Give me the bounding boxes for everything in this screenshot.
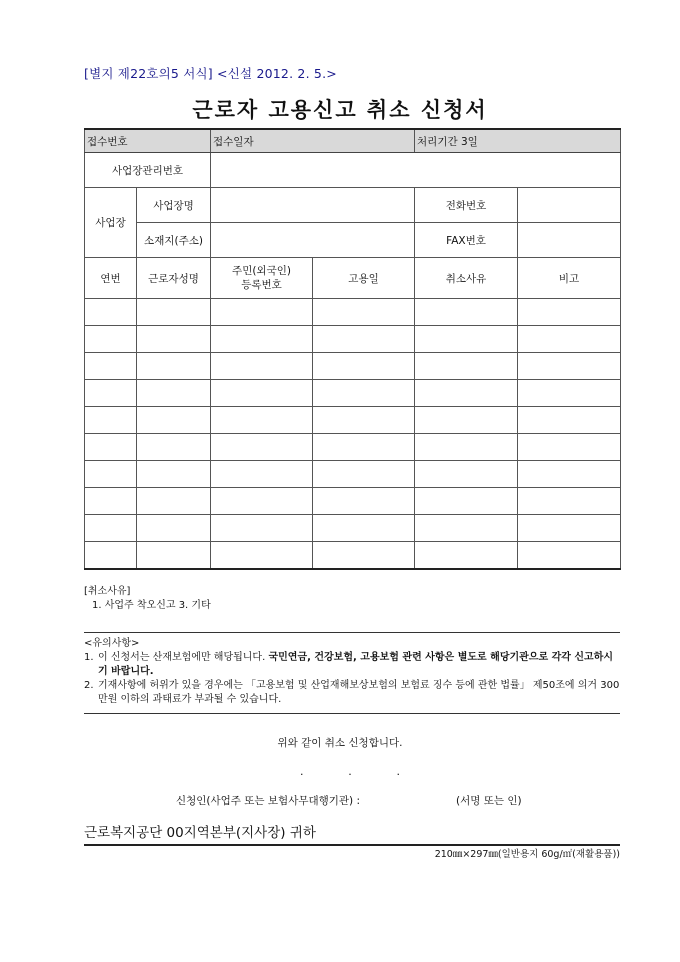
worker-table-header [85, 258, 621, 299]
processing-period-label: 처리기간 3일 [415, 129, 621, 153]
workplace-name-label: 사업장명 [137, 188, 211, 223]
worker-row [85, 461, 621, 488]
worker-row-resident-number-cell[interactable] [211, 380, 313, 407]
workplace-mgmt-number-field[interactable] [211, 153, 621, 188]
worker-row [85, 515, 621, 542]
worker-row-worker-name-cell[interactable] [137, 461, 211, 488]
phone-label: 전화번호 [415, 188, 518, 223]
worker-row-remarks-cell[interactable] [518, 353, 621, 380]
worker-row-hire-date-cell[interactable] [313, 461, 415, 488]
worker-row-resident-number-cell[interactable] [211, 407, 313, 434]
worker-row [85, 407, 621, 434]
worker-row-remarks-cell[interactable] [518, 299, 621, 326]
document-title: 근로자 고용신고 취소 신청서 [192, 98, 488, 122]
worker-row-seq-cell[interactable] [85, 407, 137, 434]
note-1-text-a: 이 신청서는 산재보험에만 해당됩니다. [98, 652, 266, 663]
worker-row-resident-number-cell[interactable] [211, 515, 313, 542]
notes-heading: <유의사항> [84, 638, 140, 649]
workplace-name-field[interactable] [211, 188, 415, 223]
worker-row-worker-name-cell[interactable] [137, 434, 211, 461]
addressee: 근로복지공단 00지역본부(지사장) 귀하 [84, 821, 620, 846]
workplace-mgmt-number-label: 사업장관리번호 [85, 153, 211, 188]
worker-row-resident-number-cell[interactable] [211, 299, 313, 326]
col-resident-number-line1: 주민(외국인) [232, 265, 291, 277]
worker-row [85, 353, 621, 380]
worker-row-remarks-cell[interactable] [518, 461, 621, 488]
col-seq: 연번 [85, 258, 137, 299]
workplace-address-row [85, 223, 621, 258]
cancel-reasons-section [84, 585, 620, 613]
receipt-number-label: 접수번호 [85, 129, 211, 153]
note-2 [84, 679, 620, 707]
address-label: 소재지(주소) [137, 223, 211, 258]
worker-row-worker-name-cell[interactable] [137, 515, 211, 542]
worker-row-worker-name-cell[interactable] [137, 353, 211, 380]
worker-row-hire-date-cell[interactable] [313, 407, 415, 434]
worker-row-hire-date-cell[interactable] [313, 488, 415, 515]
worker-row-hire-date-cell[interactable] [313, 299, 415, 326]
worker-row-cancel-reason-cell[interactable] [415, 461, 518, 488]
note-2-text: 기재사항에 허위가 있을 경우에는 「고용보험 및 산업재해보상보험의 보험료 징수 등에 관한 법률」 제50조에 의거 300만원 이하의 과태료가 부과될 수 있습니다. [98, 680, 620, 705]
worker-row [85, 434, 621, 461]
worker-row-resident-number-cell[interactable] [211, 326, 313, 353]
worker-row-worker-name-cell[interactable] [137, 326, 211, 353]
worker-row-seq-cell[interactable] [85, 353, 137, 380]
worker-row-hire-date-cell[interactable] [313, 542, 415, 570]
worker-row-remarks-cell[interactable] [518, 407, 621, 434]
worker-row-worker-name-cell[interactable] [137, 299, 211, 326]
request-statement: 위와 같이 취소 신청합니다. [277, 737, 403, 749]
worker-row [85, 299, 621, 326]
worker-row-remarks-cell[interactable] [518, 326, 621, 353]
worker-row-resident-number-cell[interactable] [211, 461, 313, 488]
worker-row-worker-name-cell[interactable] [137, 380, 211, 407]
worker-row-hire-date-cell[interactable] [313, 353, 415, 380]
notes-section [84, 632, 620, 714]
col-remarks: 비고 [518, 258, 621, 299]
worker-row-hire-date-cell[interactable] [313, 380, 415, 407]
col-worker-name: 근로자성명 [137, 258, 211, 299]
worker-row-seq-cell[interactable] [85, 380, 137, 407]
note-1-text [98, 651, 620, 679]
cancel-reasons-heading: [취소사유] [84, 586, 131, 597]
col-resident-number-line2: 등록번호 [241, 279, 282, 291]
note-1-text-bold: 국민연금, 건강보험, 고용보험 관련 사항은 별도로 해당기관으로 각각 신고하시기 바랍니다. [98, 652, 614, 677]
worker-row-seq-cell[interactable] [85, 326, 137, 353]
worker-row-cancel-reason-cell[interactable] [415, 407, 518, 434]
worker-row-remarks-cell[interactable] [518, 434, 621, 461]
worker-row-seq-cell[interactable] [85, 542, 137, 570]
worker-row-remarks-cell[interactable] [518, 542, 621, 570]
receipt-row [85, 129, 621, 153]
worker-row-remarks-cell[interactable] [518, 488, 621, 515]
worker-row-worker-name-cell[interactable] [137, 542, 211, 570]
col-hire-date: 고용일 [313, 258, 415, 299]
worker-row-resident-number-cell[interactable] [211, 542, 313, 570]
worker-row-resident-number-cell[interactable] [211, 353, 313, 380]
worker-row-cancel-reason-cell[interactable] [415, 380, 518, 407]
fax-field[interactable] [518, 223, 621, 258]
workplace-group-label: 사업장 [85, 188, 137, 258]
worker-row-cancel-reason-cell[interactable] [415, 434, 518, 461]
col-resident-number [211, 258, 313, 299]
form-reference: [별지 제22호의5 서식] <신설 2012. 2. 5.> [84, 66, 337, 81]
workplace-name-row [85, 188, 621, 223]
worker-row-remarks-cell[interactable] [518, 515, 621, 542]
worker-row-seq-cell[interactable] [85, 515, 137, 542]
receipt-date-label: 접수일자 [211, 129, 415, 153]
phone-field[interactable] [518, 188, 621, 223]
worker-row-seq-cell[interactable] [85, 461, 137, 488]
date-day-dot: . [396, 765, 400, 778]
worker-row-seq-cell[interactable] [85, 434, 137, 461]
worker-row-cancel-reason-cell[interactable] [415, 299, 518, 326]
worker-row-seq-cell[interactable] [85, 299, 137, 326]
worker-row-seq-cell[interactable] [85, 488, 137, 515]
date-field[interactable] [300, 765, 400, 778]
mgmt-number-row [85, 153, 621, 188]
worker-row [85, 326, 621, 353]
date-year-dot: . [300, 765, 304, 778]
application-table [84, 128, 621, 570]
worker-row-resident-number-cell[interactable] [211, 488, 313, 515]
applicant-label: 신청인(사업주 또는 보험사무대행기관) : [176, 795, 361, 807]
worker-row-hire-date-cell[interactable] [313, 326, 415, 353]
worker-row-cancel-reason-cell[interactable] [415, 542, 518, 570]
note-1 [84, 651, 620, 679]
col-cancel-reason: 취소사유 [415, 258, 518, 299]
worker-row-cancel-reason-cell[interactable] [415, 326, 518, 353]
worker-row-cancel-reason-cell[interactable] [415, 353, 518, 380]
worker-row-hire-date-cell[interactable] [313, 515, 415, 542]
note-1-number: 1. [84, 652, 94, 663]
address-field[interactable] [211, 223, 415, 258]
worker-row-hire-date-cell[interactable] [313, 434, 415, 461]
cancel-reasons-list: 1. 사업주 착오신고 3. 기타 [92, 600, 211, 611]
date-month-dot: . [348, 765, 352, 778]
signature-field[interactable]: (서명 또는 인) [456, 795, 522, 807]
fax-label: FAX번호 [415, 223, 518, 258]
worker-row-cancel-reason-cell[interactable] [415, 488, 518, 515]
worker-rows [85, 299, 621, 570]
worker-row [85, 542, 621, 570]
note-2-number: 2. [84, 680, 94, 691]
worker-row [85, 380, 621, 407]
worker-row-resident-number-cell[interactable] [211, 434, 313, 461]
worker-row-worker-name-cell[interactable] [137, 407, 211, 434]
worker-row-remarks-cell[interactable] [518, 380, 621, 407]
worker-row-cancel-reason-cell[interactable] [415, 515, 518, 542]
paper-spec: 210㎜×297㎜(일반용지 60g/㎡(재활용품)) [434, 849, 620, 860]
worker-row [85, 488, 621, 515]
worker-row-worker-name-cell[interactable] [137, 488, 211, 515]
